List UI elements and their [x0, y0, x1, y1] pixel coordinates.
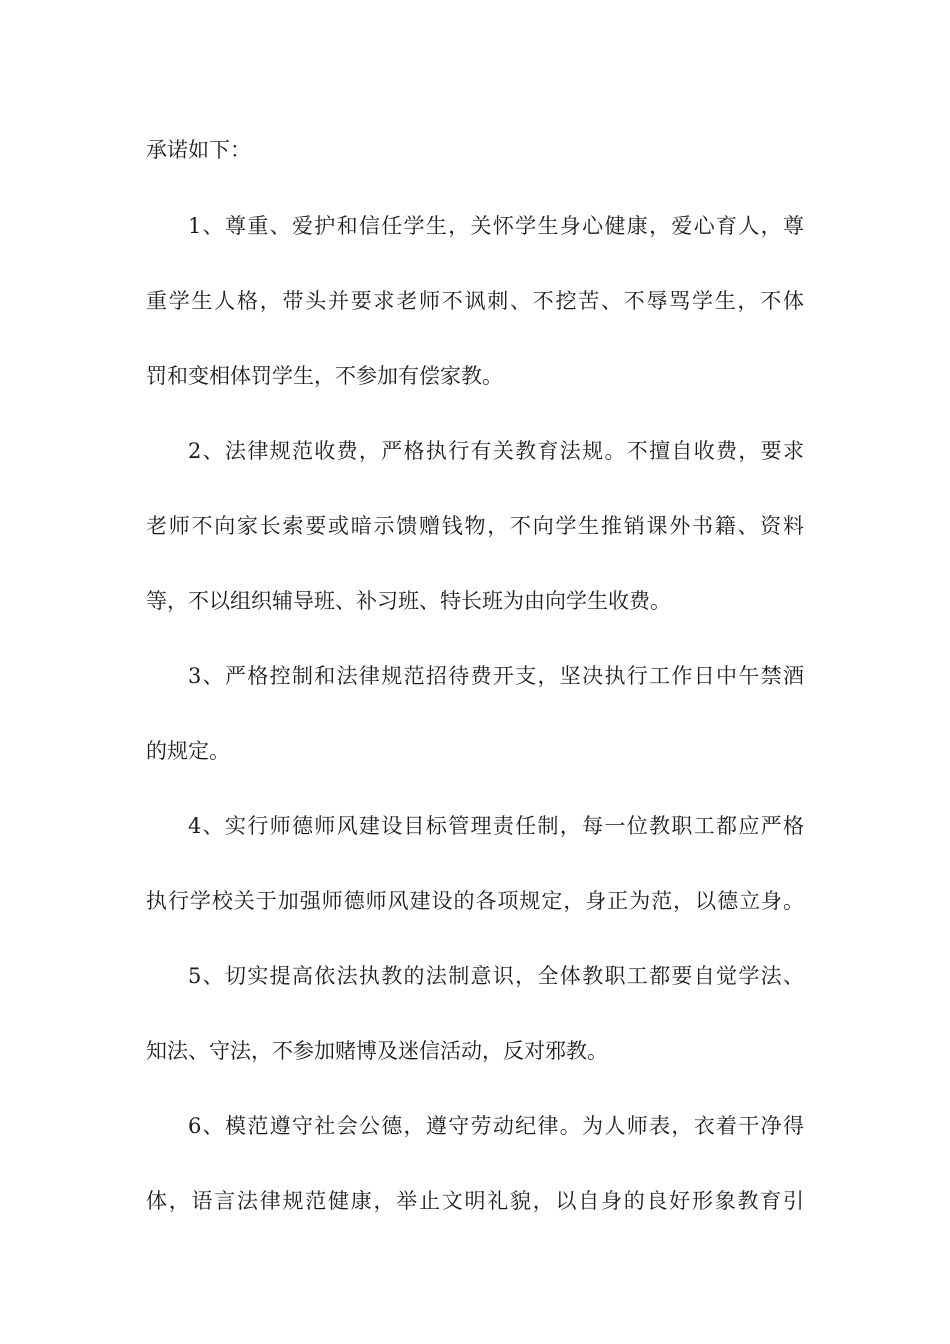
item-4-line-1: 4、实行师德师风建设目标管理责任制，每一位教职工都应严格 — [188, 814, 804, 838]
item-5-line-1: 5、切实提高依法执教的法制意识，全体教职工都要自觉学法、 — [188, 964, 804, 988]
item-1-line-3: 罚和变相体罚学生，不参加有偿家教。 — [146, 364, 503, 388]
item-2-line-1: 2、法律规范收费，严格执行有关教育法规。不擅自收费，要求 — [188, 439, 804, 463]
item-6-line-1: 6、模范遵守社会公德，遵守劳动纪律。为人师表，衣着干净得 — [188, 1114, 804, 1138]
item-1-line-1: 1、尊重、爱护和信任学生，关怀学生身心健康，爱心育人，尊 — [188, 214, 804, 238]
item-1-line-2: 重学生人格，带头并要求老师不讽刺、不挖苦、不辱骂学生，不体 — [146, 289, 804, 313]
intro-line: 承诺如下： — [146, 138, 251, 162]
item-3-line-2: 的规定。 — [146, 739, 230, 763]
item-6-line-2: 体，语言法律规范健康，举止文明礼貌，以自身的良好形象教育引 — [146, 1189, 804, 1213]
item-4-line-2: 执行学校关于加强师德师风建设的各项规定，身正为范，以德立身。 — [146, 889, 804, 913]
item-5-line-2: 知法、守法，不参加赌博及迷信活动，反对邪教。 — [146, 1039, 608, 1063]
item-2-line-2: 老师不向家长索要或暗示馈赠钱物，不向学生推销课外书籍、资料 — [146, 514, 804, 538]
item-3-line-1: 3、严格控制和法律规范招待费开支，坚决执行工作日中午禁酒 — [188, 664, 804, 688]
item-2-line-3: 等，不以组织辅导班、补习班、特长班为由向学生收费。 — [146, 589, 671, 613]
